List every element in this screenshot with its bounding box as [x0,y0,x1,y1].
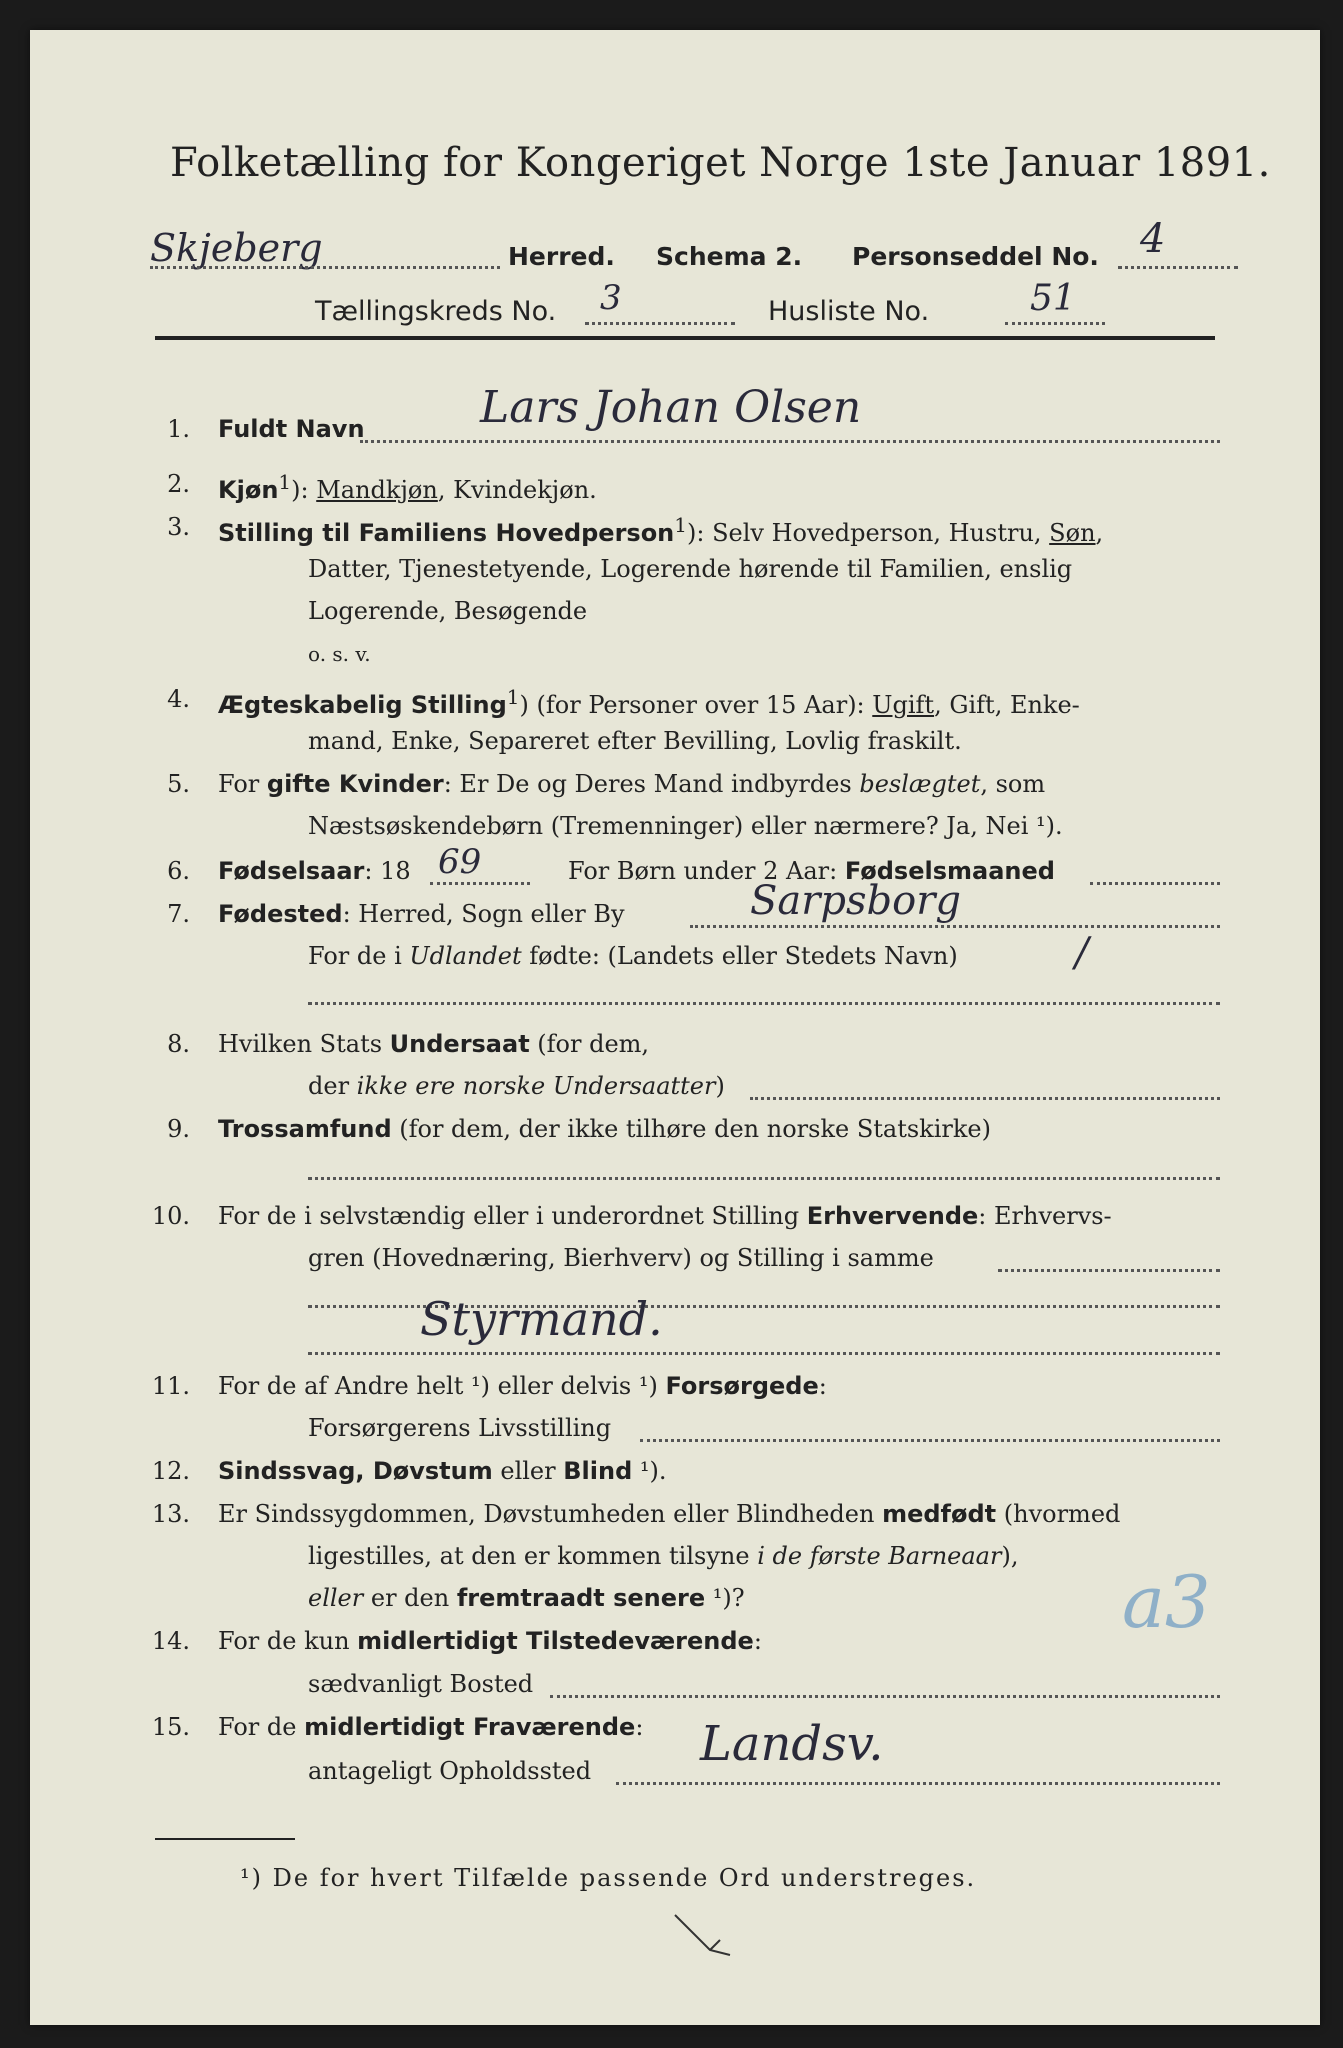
item-2-option-mandkjon: Mandkjøn [316,476,438,504]
item-7-value2: / [1075,930,1089,976]
item-3-line2: Datter, Tjenestetyende, Logerende hørende til Familien, enslig [308,555,1073,583]
item-11-line1b: : [818,1372,827,1400]
item-13-line3a: er den [363,1584,457,1612]
item-5-line1 [218,770,1045,798]
item-5-label: gifte Kvinder [266,770,444,798]
item-7-line2-italic: Udlandet [409,942,522,970]
item-6-label2: Fødselsmaaned [844,857,1055,885]
personseddel-value: 4 [1140,216,1166,262]
item-6-value: 69 [438,842,482,882]
item-15-line2: antageligt Opholdssted [308,1757,592,1785]
margin-note: a3 [1122,1560,1211,1644]
item-4-line1-end: , Gift, Enke- [934,691,1080,719]
item-8-dots [750,1097,1220,1100]
item-9-number: 9. [167,1115,190,1143]
item-2-line [218,470,597,504]
item-7-text: : Herred, Sogn eller By [342,900,625,928]
item-11-line1a: For de af Andre helt ¹) eller delvis ¹) [218,1372,666,1400]
pen-mark [670,1910,790,1970]
item-13-line1 [218,1500,1120,1528]
item-10-number: 10. [151,1202,190,1230]
item-12-end: ¹). [632,1457,667,1485]
item-7-line2a: For de i [308,942,410,970]
item-4-sup: 1 [506,685,520,709]
item-4-label: Ægteskabelig Stilling [218,691,507,719]
item-7-line1 [218,900,625,928]
item-6-number: 6. [167,857,190,885]
item-6-text2: For Børn under 2 Aar: [568,857,845,885]
item-14-line1a: For de kun [218,1627,358,1655]
item-3-line1 [218,513,1103,547]
item-6-text: : 18 [364,857,411,885]
item-1-label: Fuldt Navn [218,415,365,443]
item-2-rest: ): [291,476,317,504]
item-10-line1a: For de i selvstændig eller i underordnet Stilling [218,1202,807,1230]
item-10-dots [998,1269,1220,1272]
item-7-label: Fødested [218,900,343,928]
kreds-dots [585,322,735,325]
item-13-line3 [308,1584,745,1612]
item-14-line1b: : [753,1627,762,1655]
item-6-line [218,857,411,885]
item-9-dots [308,1177,1220,1180]
item-7-dots [690,925,1220,928]
herred-value: Skjeberg [150,226,323,270]
item-6-label: Fødselsaar [218,857,365,885]
item-5-line1-text: : Er De og Deres Mand indbyrdes [443,770,860,798]
item-4-number: 4. [167,685,190,713]
item-13-line2 [308,1542,1018,1570]
item-3-number: 3. [167,513,190,541]
item-5-line1-end: , som [980,770,1046,798]
item-8-line1b: (for dem, [529,1030,650,1058]
item-10-line1b: : Erhvervs- [978,1202,1112,1230]
item-10-dots3 [308,1352,1220,1355]
item-9-label: Trossamfund [218,1115,392,1143]
item-11-line2: Forsørgerens Livsstilling [308,1414,612,1442]
item-10-label: Erhvervende [806,1202,979,1230]
item-7-line2b: fødte: (Landets eller Stedets Navn) [521,942,958,970]
item-15-number: 15. [151,1713,190,1741]
item-13-line1a: Er Sindssygdommen, Døvstumheden eller Blindheden [218,1500,883,1528]
item-15-label: midlertidigt Fraværende [304,1713,636,1741]
item-3-line1-text: ): Selv Hovedperson, Hustru, [687,519,1050,547]
item-7-line2 [308,942,958,970]
item-13-line3-italic: eller [308,1584,364,1612]
item-1-dots [360,440,1220,443]
item-5-line2: Næstsøskendebørn (Tremenninger) eller nærmere? Ja, Nei ¹). [308,812,1063,840]
item-7-number: 7. [167,900,190,928]
item-15-line1a: For de [218,1713,305,1741]
footnote-rule [155,1838,295,1840]
form-title: Folketælling for Kongeriget Norge 1ste Januar 1891. [170,140,1271,186]
item-1-value: Lars Johan Olsen [480,382,862,433]
item-12-number: 12. [151,1457,190,1485]
herred-dots [150,266,500,269]
item-7-value: Sarpsborg [750,878,961,924]
footnote: ¹) De for hvert Tilfælde passende Ord understreges. [240,1864,977,1892]
item-14-dots [550,1695,1220,1698]
item-15-line1b: : [635,1713,644,1741]
item-8-line2-italic: ikke ere norske Undersaatter [356,1072,716,1100]
item-13-line3b: ¹)? [705,1584,745,1612]
item-15-value: Landsv. [700,1716,884,1772]
census-form-page [30,30,1320,2025]
item-13-line2b: ), [1001,1542,1019,1570]
item-8-line2b: ) [715,1072,725,1100]
item-3-line1-end: , [1095,519,1104,547]
item-4-option-ugift: Ugift [872,691,935,719]
item-3-line4: o. s. v. [308,642,371,666]
kreds-label: Tællingskreds No. [315,296,557,327]
item-5-pre: For [218,770,267,798]
item-4-line1-text: ) (for Personer over 15 Aar): [519,691,873,719]
item-8-line1 [218,1030,649,1058]
item-14-label: midlertidigt Tilstedeværende [357,1627,754,1655]
item-7-dots2 [308,1002,1220,1005]
item-2-label: Kjøn [218,476,279,504]
header-rule [155,336,1215,340]
item-3-line3: Logerende, Besøgende [308,597,588,625]
item-14-line2: sædvanligt Bosted [308,1670,534,1698]
item-14-number: 14. [151,1627,190,1655]
item-12-label: Sindssvag, Døvstum [218,1457,493,1485]
item-1-number: 1. [167,415,190,443]
item-2-option-kvindekjon: , Kvindekjøn. [437,476,597,504]
husliste-label: Husliste No. [768,296,930,327]
item-13-number: 13. [151,1500,190,1528]
item-8-line2 [308,1072,725,1100]
item-6-dots [430,882,530,885]
personseddel-label: Personseddel No. [852,242,1099,271]
item-13-label: medfødt [882,1500,997,1528]
item-11-dots [640,1439,1220,1442]
item-13-line2-italic: i de første Barneaar [757,1542,1002,1570]
item-2-sup: 1 [278,470,292,494]
item-4-line2: mand, Enke, Separeret efter Bevilling, Lovlig fraskilt. [308,727,962,755]
item-5-number: 5. [167,770,190,798]
item-15-line1 [218,1713,643,1741]
item-11-label: Forsørgede [665,1372,819,1400]
item-10-line2: gren (Hovednæring, Bierhverv) og Stilling i samme [308,1244,934,1272]
item-8-line1a: Hvilken Stats [218,1030,390,1058]
husliste-dots [1005,322,1105,325]
item-11-number: 11. [151,1372,190,1400]
item-12-mid: eller [492,1457,564,1485]
item-12-label2: Blind [563,1457,633,1485]
schema-label: Schema 2. [656,242,803,271]
kreds-value: 3 [600,278,622,318]
item-8-line2a: der [308,1072,357,1100]
item-9-line [218,1115,991,1143]
husliste-value: 51 [1030,278,1076,319]
item-14-line1 [218,1627,762,1655]
item-15-dots [616,1782,1220,1785]
item-10-line1 [218,1202,1112,1230]
item-6-dots2 [1090,882,1220,885]
item-2-number: 2. [167,470,190,498]
item-8-number: 8. [167,1030,190,1058]
item-3-option-son: Søn [1049,519,1096,547]
item-10-value: Styrmand. [420,1292,663,1346]
personseddel-dots [1118,266,1238,269]
item-5-line1-italic: beslægtet [859,770,981,798]
item-8-label: Undersaat [389,1030,530,1058]
item-12-line [218,1457,667,1485]
herred-label: Herred. [508,242,615,271]
item-3-sup: 1 [674,513,688,537]
item-13-line2a: ligestilles, at den er kommen tilsyne [308,1542,758,1570]
item-13-line1b: (hvormed [996,1500,1121,1528]
item-13-label2: fremtraadt senere [456,1584,706,1612]
item-4-line1 [218,685,1080,719]
item-11-line1 [218,1372,827,1400]
item-3-label: Stilling til Familiens Hovedperson [218,519,675,547]
item-9-text: (for dem, der ikke tilhøre den norske Statskirke) [391,1115,991,1143]
